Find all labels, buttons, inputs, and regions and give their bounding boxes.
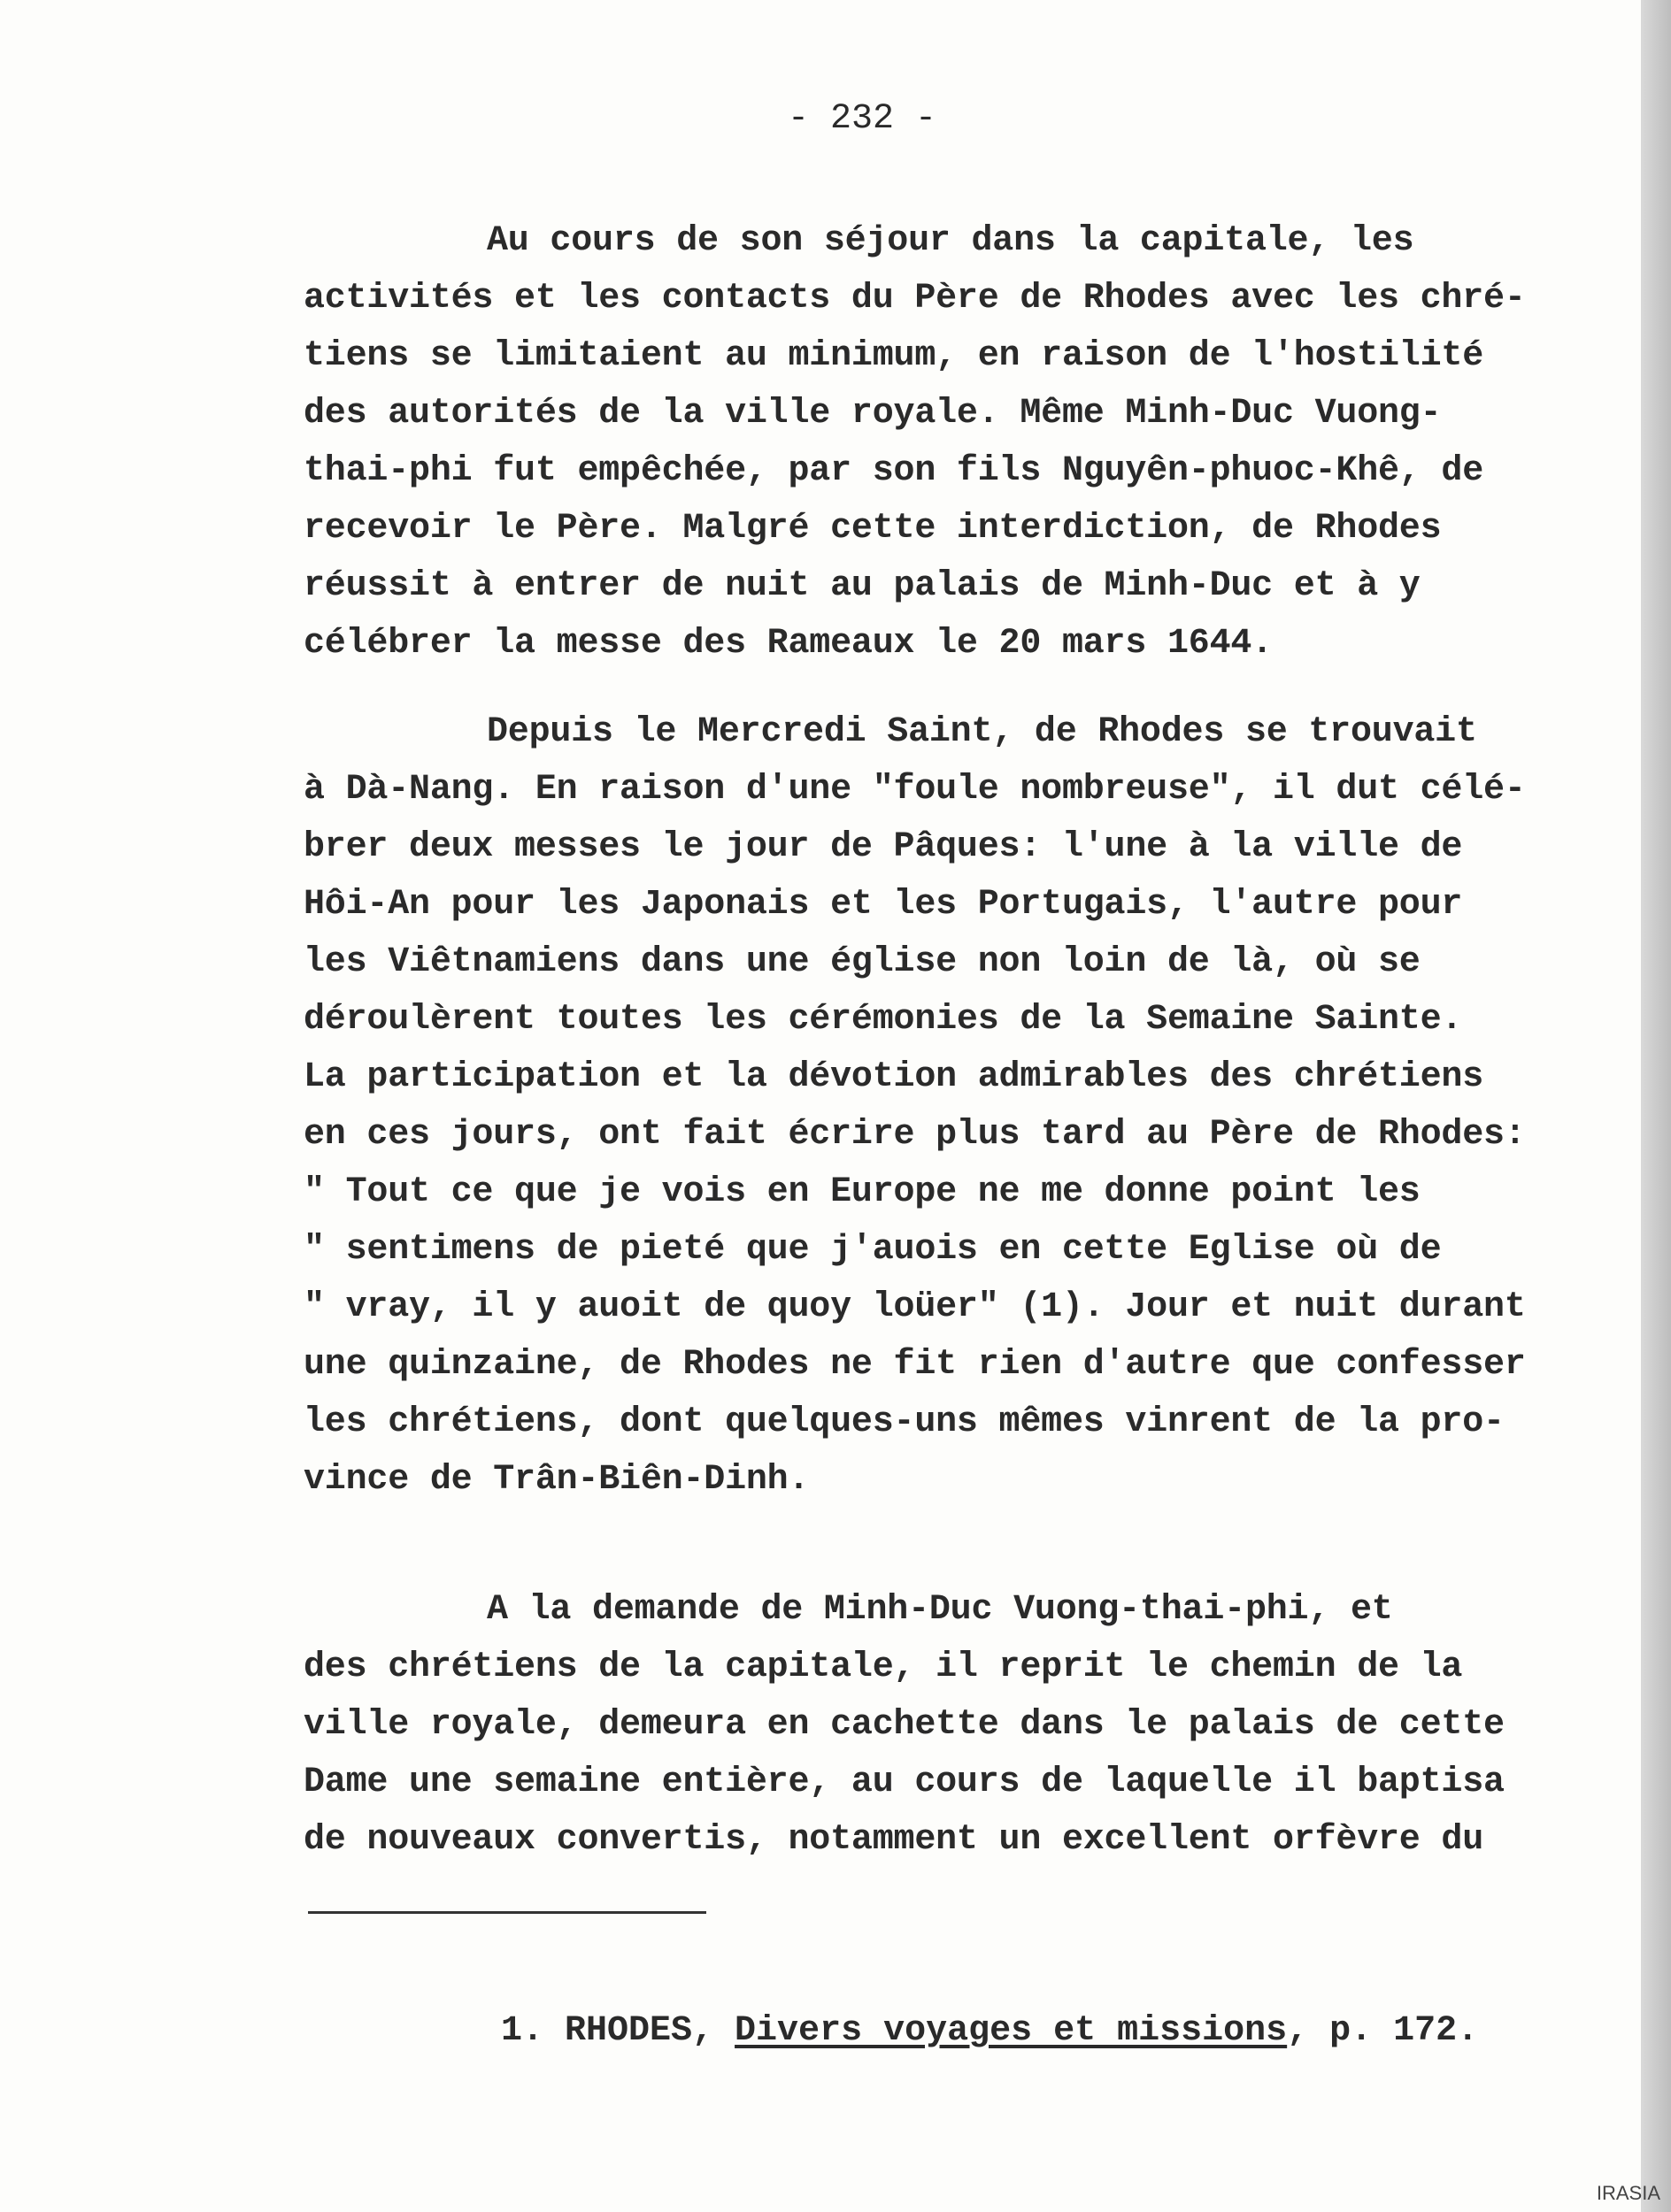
text-line: des autorités de la ville royale. Même Minh-Duc Vuong- [304,394,1442,434]
text-line: Hôi-An pour les Japonais et les Portugais, l'autre pour [304,885,1463,925]
footnote-separator [308,1911,706,1914]
paragraph-3 [304,1581,1505,1869]
text-line: les chrétiens, dont quelques-uns mêmes vinrent de la pro- [304,1402,1505,1442]
scan-edge [1641,0,1671,2212]
footnote [501,2011,1478,2051]
text-line: ville royale, demeura en cachette dans le palais de cette [304,1705,1505,1745]
text-line: à Dà-Nang. En raison d'une "foule nombreuse", il dut célé- [304,770,1526,810]
text-line: réussit à entrer de nuit au palais de Minh-Duc et à y [304,566,1421,606]
page-number: - 232 - [788,99,937,139]
text-line: Depuis le Mercredi Saint, de Rhodes se trouvait [487,712,1477,752]
paragraph-2 [304,703,1526,1509]
paragraph-1 [304,212,1526,672]
text-line: " Tout ce que je vois en Europe ne me donne point les [304,1172,1421,1212]
text-line: brer deux messes le jour de Pâques: l'une à la ville de [304,827,1463,867]
text-line: Dame une semaine entière, au cours de laquelle il baptisa [304,1763,1505,1802]
text-line: Au cours de son séjour dans la capitale, les [487,221,1414,261]
text-line: " vray, il y auoit de quoy loüer" (1). Jour et nuit durant [304,1287,1526,1327]
text-line: A la demande de Minh-Duc Vuong-thai-phi, et [487,1590,1393,1630]
text-line: des chrétiens de la capitale, il reprit le chemin de la [304,1647,1463,1687]
text-line: activités et les contacts du Père de Rhodes avec les chré- [304,279,1526,319]
text-line: tiens se limitaient au minimum, en raison de l'hostilité [304,336,1484,376]
watermark: IRASIA [1596,2182,1660,2204]
text-line: recevoir le Père. Malgré cette interdiction, de Rhodes [304,509,1442,549]
footnote-number: 1. RHODES, [501,2011,735,2051]
text-line: de nouveaux convertis, notamment un excellent orfèvre du [304,1820,1484,1860]
footnote-rest: , p. 172. [1287,2011,1479,2051]
text-line: La participation et la dévotion admirables des chrétiens [304,1057,1484,1097]
text-line: vince de Trân-Biên-Dinh. [304,1460,810,1500]
text-line: " sentimens de pieté que j'auois en cette Eglise où de [304,1230,1442,1270]
text-line: les Viêtnamiens dans une église non loin de là, où se [304,942,1421,982]
footnote-title: Divers voyages et missions [735,2011,1288,2051]
text-line: déroulèrent toutes les cérémonies de la Semaine Sainte. [304,1000,1463,1040]
text-line: thai-phi fut empêchée, par son fils Nguyên-phuoc-Khê, de [304,451,1484,491]
text-line: en ces jours, ont fait écrire plus tard au Père de Rhodes: [304,1115,1526,1155]
text-line: une quinzaine, de Rhodes ne fit rien d'autre que confesser [304,1345,1526,1385]
text-line: célébrer la messe des Rameaux le 20 mars 1644. [304,624,1273,664]
